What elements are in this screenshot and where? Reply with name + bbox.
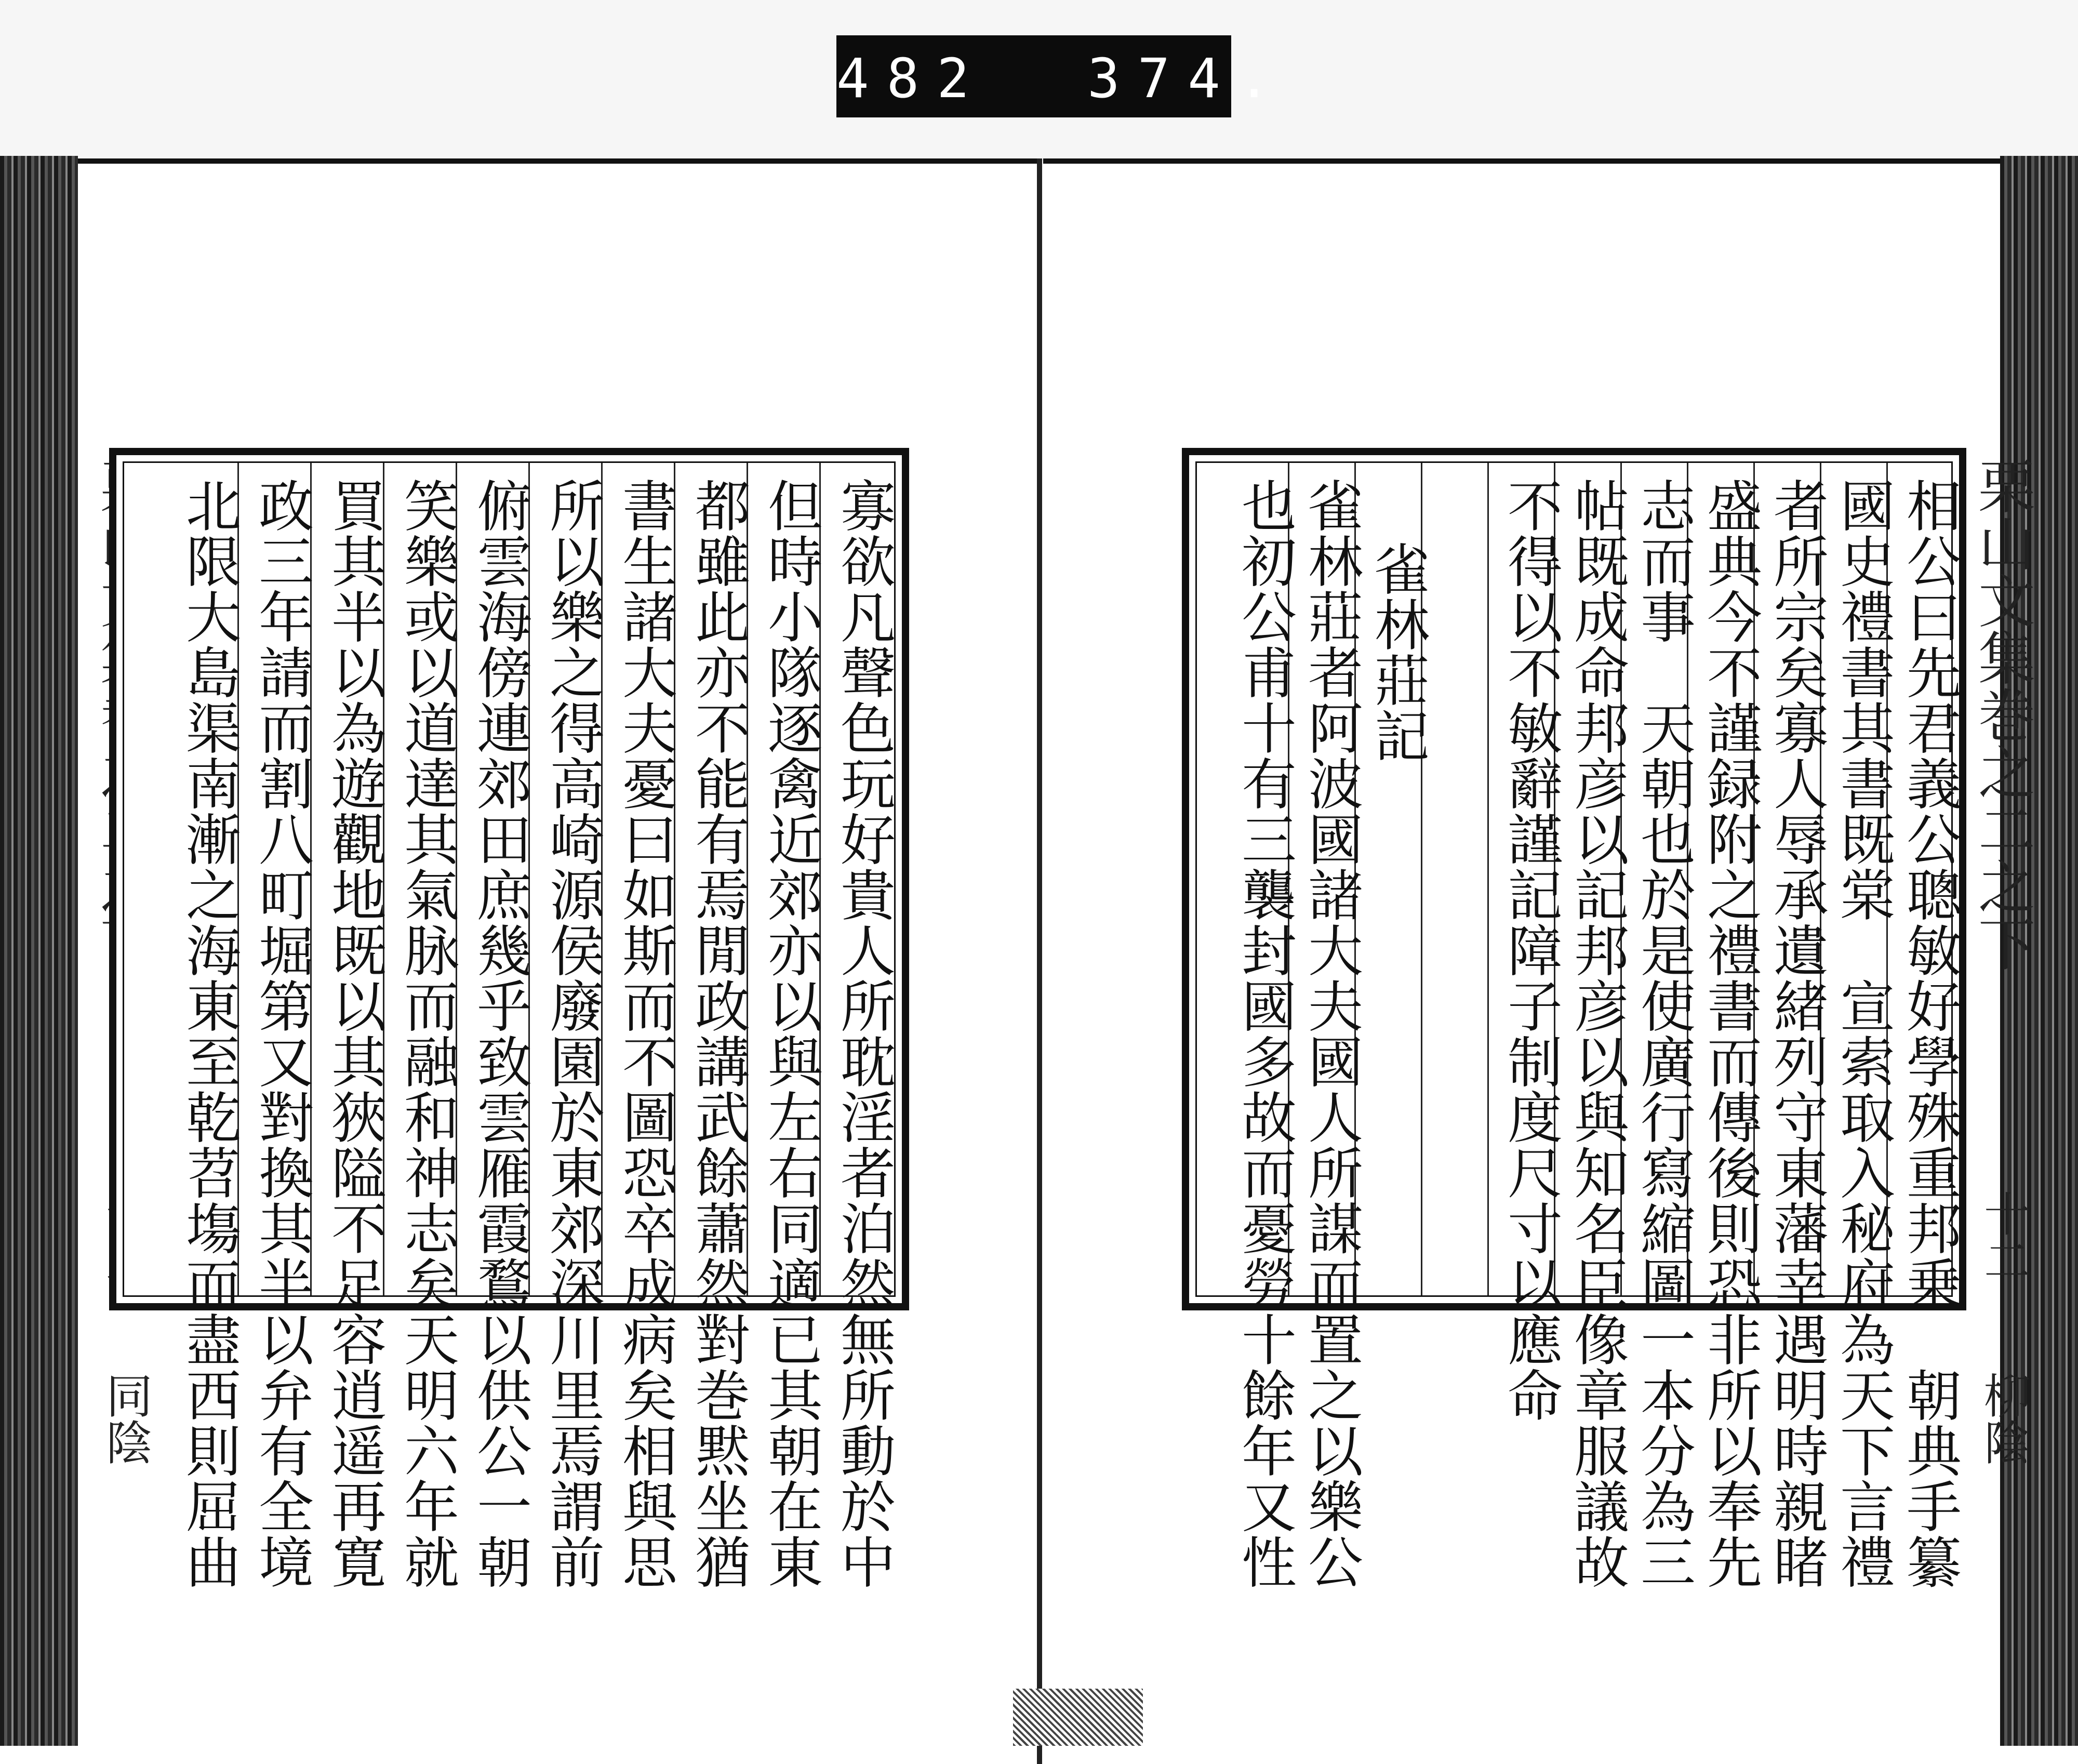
right-margin-page: 十二 [1976,1190,2030,1283]
text-column: 笑樂或以道達其氣脉而融和神志矣天明六年就 [395,478,459,1589]
text-column: 買其半以為遊觀地既以其狹隘不足容逍遥再寛 [323,478,387,1589]
text-column: 但時小隊逐禽近郊亦以與左右同適已其朝在東 [759,478,823,1589]
text-column: 寡欲凡聲色玩好貴人所耽淫者泊然無所動於中 [832,478,896,1589]
text-column: 書生諸大夫憂曰如斯而不圖恐卒成病矣相與思 [614,478,677,1589]
text-column: 政三年請而割八町堀第又對換其半以弁有全境 [250,478,314,1589]
text-column: 不得以不敏辭謹記障子制度尺寸以應命 [1499,478,1563,1423]
archive-number-text: 482 374. [836,47,1288,110]
scan-artifact [1013,1689,1143,1746]
text-column: 也初公甫十有三襲封國多故而憂勞十餘年又性 [1233,478,1297,1589]
text-column: 相公曰先君義公聰敏好學殊重邦乗 朝典手纂 [1898,478,1962,1589]
section-heading: 雀林莊記 [1366,541,1430,763]
text-column: 者所宗矣寡人辱承遺緒列守東藩幸遇明時親睹 [1765,478,1829,1589]
text-column: 國史禮書其書既棠 宣索取入秘府為天下言禮 [1831,478,1895,1589]
text-column: 帖既成命邦彦以記邦彦以與知名臣像章服議故 [1565,478,1629,1589]
text-column: 雀林莊者阿波國諸大夫國人所謀而置之以樂公 [1299,478,1363,1589]
right-margin-title: 栗山文集巻之二之下 [1969,457,2035,972]
book-gutter [1037,158,1042,1764]
left-margin-publisher: 同陰 [98,1372,152,1465]
text-column: 志而事 天朝也於是使廣行寫縮圖一本分為三 [1632,478,1696,1589]
left-page-edge [0,156,78,1746]
column-rule [1487,463,1489,1295]
text-column: 所以樂之得高崎源侯廢園於東郊深川里焉謂前 [541,478,605,1589]
text-column: 俯雲海傍連郊田庶幾乎致雲雁霞鶩以供公一朝 [468,478,532,1589]
archive-number-label [836,35,1288,117]
text-column: 盛典今不謹録附之禮書而傳後則恐非所以奉先 [1698,478,1762,1589]
text-column: 北限大島渠南漸之海東至乾苕塲而盡西則屈曲 [177,478,241,1589]
text-column: 都雖此亦不能有焉閒政講武餘蕭然對巻黙坐猶 [686,478,750,1589]
right-text-frame [1182,448,1966,1589]
right-text-area [1195,461,1962,1589]
right-margin-publisher: 柳陰 [1976,1372,2030,1465]
